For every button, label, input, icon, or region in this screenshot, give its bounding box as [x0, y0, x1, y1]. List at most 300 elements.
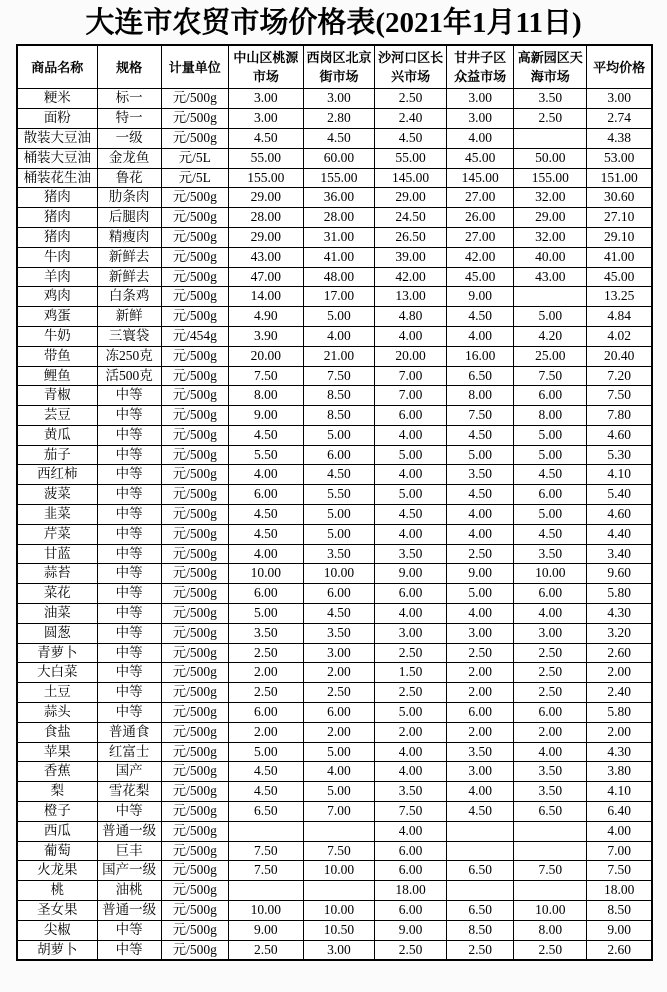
spec-cell: 中等: [97, 425, 161, 445]
spec-cell: 元/500g: [161, 188, 228, 208]
spec-cell: 油桃: [97, 881, 161, 901]
spec-cell: 肋条肉: [97, 188, 161, 208]
price-cell: 29.00: [228, 188, 303, 208]
price-cell: 4.00: [228, 465, 303, 485]
spec-cell: 中等: [97, 406, 161, 426]
column-header: 规格: [97, 45, 161, 89]
price-cell: 7.50: [303, 841, 374, 861]
price-cell: 6.00: [375, 861, 447, 881]
price-cell: 4.50: [514, 465, 587, 485]
price-cell: 48.00: [303, 267, 374, 287]
price-cell: 29.00: [514, 208, 587, 228]
product-name-cell: 圆葱: [17, 623, 97, 643]
price-cell: [514, 881, 587, 901]
price-cell: 5.00: [303, 307, 374, 327]
price-cell: 5.00: [303, 425, 374, 445]
spec-cell: 新鲜: [97, 307, 161, 327]
price-cell: 4.40: [587, 524, 652, 544]
product-name-cell: 芹菜: [17, 524, 97, 544]
price-cell: 2.40: [375, 109, 447, 129]
price-cell: 3.90: [228, 326, 303, 346]
spec-cell: 普通一级: [97, 901, 161, 921]
table-row: [17, 940, 652, 960]
spec-cell: 元/500g: [161, 742, 228, 762]
price-cell: 4.50: [375, 128, 447, 148]
table-row: [17, 465, 652, 485]
spec-cell: 中等: [97, 623, 161, 643]
price-cell: 3.50: [447, 742, 514, 762]
spec-cell: 中等: [97, 663, 161, 683]
product-name-cell: 苹果: [17, 742, 97, 762]
price-cell: 2.80: [303, 109, 374, 129]
table-row: [17, 168, 652, 188]
price-cell: 155.00: [303, 168, 374, 188]
table-row: [17, 584, 652, 604]
product-name-cell: 韭菜: [17, 505, 97, 525]
table-row: [17, 881, 652, 901]
price-cell: 28.00: [228, 208, 303, 228]
spec-cell: 元/500g: [161, 505, 228, 525]
price-cell: 2.50: [375, 683, 447, 703]
price-cell: 4.00: [447, 128, 514, 148]
price-cell: 26.00: [447, 208, 514, 228]
product-name-cell: 香蕉: [17, 762, 97, 782]
spec-cell: 中等: [97, 445, 161, 465]
price-cell: 2.50: [228, 643, 303, 663]
price-cell: 2.50: [514, 663, 587, 683]
product-name-cell: 鲤鱼: [17, 366, 97, 386]
spec-cell: 元/500g: [161, 564, 228, 584]
price-cell: 2.00: [375, 722, 447, 742]
product-name-cell: 圣女果: [17, 901, 97, 921]
price-cell: 3.40: [587, 544, 652, 564]
price-cell: 4.50: [447, 425, 514, 445]
spec-cell: 元/500g: [161, 683, 228, 703]
price-cell: 4.00: [375, 326, 447, 346]
price-cell: 5.00: [303, 524, 374, 544]
price-cell: 9.00: [447, 287, 514, 307]
spec-cell: 冻250克: [97, 346, 161, 366]
price-cell: 151.00: [587, 168, 652, 188]
price-cell: 4.00: [514, 742, 587, 762]
table-row: [17, 623, 652, 643]
price-cell: 3.00: [303, 89, 374, 109]
table-row: [17, 742, 652, 762]
price-cell: 3.50: [447, 465, 514, 485]
spec-cell: 元/500g: [161, 109, 228, 129]
spec-cell: 普通食: [97, 722, 161, 742]
price-cell: [514, 287, 587, 307]
price-cell: 3.20: [587, 623, 652, 643]
price-cell: 10.00: [514, 901, 587, 921]
spec-cell: 元/500g: [161, 524, 228, 544]
price-cell: 43.00: [514, 267, 587, 287]
price-cell: 6.00: [375, 841, 447, 861]
price-cell: 32.00: [514, 188, 587, 208]
price-cell: 2.00: [447, 683, 514, 703]
table-row: [17, 802, 652, 822]
product-name-cell: 胡萝卜: [17, 940, 97, 960]
product-name-cell: 蒜苔: [17, 564, 97, 584]
product-name-cell: 猪肉: [17, 188, 97, 208]
price-cell: 4.30: [587, 742, 652, 762]
column-header: 商品名称: [17, 45, 97, 89]
price-cell: 3.00: [447, 109, 514, 129]
price-cell: 4.00: [375, 465, 447, 485]
price-cell: 6.00: [514, 485, 587, 505]
price-cell: 5.00: [447, 445, 514, 465]
price-cell: 3.50: [514, 544, 587, 564]
price-cell: 2.00: [587, 663, 652, 683]
product-name-cell: 大白菜: [17, 663, 97, 683]
price-cell: [447, 881, 514, 901]
price-cell: 4.00: [375, 425, 447, 445]
price-cell: 7.50: [228, 366, 303, 386]
price-cell: 4.50: [447, 307, 514, 327]
product-name-cell: 牛肉: [17, 247, 97, 267]
spec-cell: 元/500g: [161, 722, 228, 742]
spec-cell: 活500克: [97, 366, 161, 386]
price-cell: 18.00: [375, 881, 447, 901]
price-cell: 4.00: [447, 326, 514, 346]
price-cell: 4.50: [228, 524, 303, 544]
table-row: [17, 861, 652, 881]
price-cell: 7.50: [587, 861, 652, 881]
spec-cell: 元/500g: [161, 881, 228, 901]
table-row: [17, 920, 652, 940]
price-cell: 27.10: [587, 208, 652, 228]
price-cell: 2.50: [514, 683, 587, 703]
spec-cell: 元/500g: [161, 841, 228, 861]
product-name-cell: 青萝卜: [17, 643, 97, 663]
price-cell: 45.00: [447, 267, 514, 287]
spec-cell: 后腿肉: [97, 208, 161, 228]
product-name-cell: 芸豆: [17, 406, 97, 426]
price-cell: 4.60: [587, 505, 652, 525]
price-cell: 10.00: [228, 901, 303, 921]
price-cell: 5.00: [514, 445, 587, 465]
price-cell: 3.50: [514, 89, 587, 109]
price-cell: [228, 881, 303, 901]
price-cell: 3.00: [447, 89, 514, 109]
spec-cell: 元/500g: [161, 227, 228, 247]
price-cell: 3.00: [514, 623, 587, 643]
spec-cell: 白条鸡: [97, 287, 161, 307]
price-cell: 7.50: [447, 406, 514, 426]
price-cell: 3.00: [228, 109, 303, 129]
price-cell: 7.50: [228, 861, 303, 881]
table-row: [17, 227, 652, 247]
price-cell: 14.00: [228, 287, 303, 307]
spec-cell: 元/500g: [161, 247, 228, 267]
price-cell: 7.50: [303, 366, 374, 386]
price-cell: 20.40: [587, 346, 652, 366]
price-cell: [303, 881, 374, 901]
price-cell: 2.00: [228, 663, 303, 683]
product-name-cell: 葡萄: [17, 841, 97, 861]
column-header: 平均价格: [587, 45, 652, 89]
spec-cell: 元/500g: [161, 465, 228, 485]
price-cell: 29.10: [587, 227, 652, 247]
spec-cell: 元/500g: [161, 762, 228, 782]
price-cell: 4.50: [228, 762, 303, 782]
price-cell: 10.00: [303, 901, 374, 921]
price-cell: 3.50: [514, 782, 587, 802]
price-cell: 4.00: [587, 821, 652, 841]
product-name-cell: 猪肉: [17, 208, 97, 228]
price-cell: 27.00: [447, 188, 514, 208]
price-cell: 145.00: [447, 168, 514, 188]
price-cell: 47.00: [228, 267, 303, 287]
price-cell: 8.00: [514, 920, 587, 940]
price-cell: 2.50: [447, 643, 514, 663]
price-cell: 1.50: [375, 663, 447, 683]
table-row: [17, 128, 652, 148]
table-row: [17, 109, 652, 129]
price-cell: 6.00: [375, 901, 447, 921]
price-cell: 7.00: [375, 366, 447, 386]
price-cell: 4.00: [375, 742, 447, 762]
price-cell: 8.50: [447, 920, 514, 940]
price-cell: 4.00: [447, 604, 514, 624]
price-cell: 2.00: [303, 663, 374, 683]
price-cell: [447, 841, 514, 861]
price-cell: [228, 821, 303, 841]
spec-cell: 元/500g: [161, 445, 228, 465]
price-cell: 4.38: [587, 128, 652, 148]
price-cell: 7.00: [587, 841, 652, 861]
price-cell: 9.00: [375, 564, 447, 584]
price-cell: 32.00: [514, 227, 587, 247]
price-cell: 10.00: [228, 564, 303, 584]
product-name-cell: 猪肉: [17, 227, 97, 247]
table-row: [17, 901, 652, 921]
product-name-cell: 梨: [17, 782, 97, 802]
column-header: 甘井子区众益市场: [447, 45, 514, 89]
spec-cell: 元/500g: [161, 346, 228, 366]
spec-cell: 中等: [97, 485, 161, 505]
product-name-cell: 西瓜: [17, 821, 97, 841]
price-cell: 6.00: [514, 386, 587, 406]
spec-cell: 元/500g: [161, 901, 228, 921]
spec-cell: 中等: [97, 920, 161, 940]
price-cell: 2.50: [447, 544, 514, 564]
table-row: [17, 841, 652, 861]
price-cell: 4.00: [303, 762, 374, 782]
page-title: 大连市农贸市场价格表(2021年1月11日): [85, 7, 582, 39]
spec-cell: 红富士: [97, 742, 161, 762]
price-cell: 5.00: [447, 584, 514, 604]
spec-cell: 中等: [97, 802, 161, 822]
spec-cell: 国产一级: [97, 861, 161, 881]
product-name-cell: 桃: [17, 881, 97, 901]
price-cell: 3.00: [447, 762, 514, 782]
price-cell: 6.00: [375, 584, 447, 604]
product-name-cell: 茄子: [17, 445, 97, 465]
price-cell: 2.50: [228, 940, 303, 960]
price-cell: 4.60: [587, 425, 652, 445]
spec-cell: 元/500g: [161, 821, 228, 841]
spec-cell: 精瘦肉: [97, 227, 161, 247]
price-cell: 16.00: [447, 346, 514, 366]
price-cell: 8.50: [587, 901, 652, 921]
price-cell: 4.30: [587, 604, 652, 624]
spec-cell: 元/500g: [161, 584, 228, 604]
column-header: 中山区桃源市场: [228, 45, 303, 89]
product-name-cell: 油菜: [17, 604, 97, 624]
spec-cell: 中等: [97, 564, 161, 584]
price-cell: 3.50: [303, 623, 374, 643]
price-cell: 2.50: [514, 109, 587, 129]
table-row: [17, 326, 652, 346]
price-cell: 5.00: [514, 425, 587, 445]
price-cell: 7.50: [514, 861, 587, 881]
price-cell: 2.00: [228, 722, 303, 742]
product-name-cell: 桶装花生油: [17, 168, 97, 188]
price-cell: 55.00: [375, 148, 447, 168]
table-row: [17, 346, 652, 366]
spec-cell: 中等: [97, 643, 161, 663]
price-cell: 2.00: [587, 722, 652, 742]
spec-cell: 元/500g: [161, 386, 228, 406]
spec-cell: 元/500g: [161, 703, 228, 723]
price-cell: [303, 821, 374, 841]
spec-cell: 新鲜去: [97, 247, 161, 267]
product-name-cell: 羊肉: [17, 267, 97, 287]
spec-cell: 国产: [97, 762, 161, 782]
price-cell: 5.30: [587, 445, 652, 465]
price-cell: 4.00: [514, 604, 587, 624]
table-row: [17, 604, 652, 624]
price-cell: 2.50: [514, 940, 587, 960]
price-cell: 10.50: [303, 920, 374, 940]
product-name-cell: 蒜头: [17, 703, 97, 723]
price-cell: 6.00: [228, 485, 303, 505]
spec-cell: 元/500g: [161, 485, 228, 505]
table-row: [17, 267, 652, 287]
price-cell: 9.60: [587, 564, 652, 584]
spec-cell: 元/5L: [161, 168, 228, 188]
column-header: 西岗区北京街市场: [303, 45, 374, 89]
product-name-cell: 橙子: [17, 802, 97, 822]
spec-cell: 中等: [97, 465, 161, 485]
price-cell: 4.00: [447, 524, 514, 544]
price-cell: 29.00: [375, 188, 447, 208]
price-cell: 2.00: [303, 722, 374, 742]
price-cell: 53.00: [587, 148, 652, 168]
table-row: [17, 505, 652, 525]
table-row: [17, 307, 652, 327]
product-name-cell: 黄瓜: [17, 425, 97, 445]
spec-cell: 雪花梨: [97, 782, 161, 802]
spec-cell: 元/500g: [161, 782, 228, 802]
spec-cell: 中等: [97, 505, 161, 525]
product-name-cell: 火龙果: [17, 861, 97, 881]
table-row: [17, 524, 652, 544]
price-cell: 6.00: [514, 584, 587, 604]
price-cell: 4.50: [303, 604, 374, 624]
spec-cell: 元/500g: [161, 623, 228, 643]
price-cell: 6.00: [228, 584, 303, 604]
price-cell: 55.00: [228, 148, 303, 168]
price-cell: 5.00: [514, 505, 587, 525]
price-cell: 6.50: [447, 901, 514, 921]
price-cell: 26.50: [375, 227, 447, 247]
price-cell: 5.00: [303, 742, 374, 762]
spec-cell: 元/5L: [161, 148, 228, 168]
price-cell: 5.00: [228, 742, 303, 762]
price-cell: 2.50: [375, 89, 447, 109]
price-cell: 9.00: [587, 920, 652, 940]
spec-cell: 中等: [97, 940, 161, 960]
price-cell: 5.80: [587, 584, 652, 604]
spec-cell: 中等: [97, 584, 161, 604]
price-cell: 10.00: [303, 861, 374, 881]
table-row: [17, 208, 652, 228]
price-cell: 6.00: [375, 406, 447, 426]
price-cell: 7.20: [587, 366, 652, 386]
spec-cell: 元/500g: [161, 89, 228, 109]
table-row: [17, 564, 652, 584]
table-row: [17, 366, 652, 386]
price-cell: 145.00: [375, 168, 447, 188]
price-cell: 4.50: [228, 425, 303, 445]
price-cell: 2.40: [587, 683, 652, 703]
price-cell: 13.25: [587, 287, 652, 307]
spec-cell: 元/500g: [161, 643, 228, 663]
product-name-cell: 带鱼: [17, 346, 97, 366]
product-name-cell: 西红柿: [17, 465, 97, 485]
product-name-cell: 鸡蛋: [17, 307, 97, 327]
product-name-cell: 牛奶: [17, 326, 97, 346]
table-row: [17, 703, 652, 723]
spec-cell: 一级: [97, 128, 161, 148]
spec-cell: 元/500g: [161, 663, 228, 683]
price-cell: 3.50: [303, 544, 374, 564]
spec-cell: 元/500g: [161, 940, 228, 960]
price-cell: 2.50: [303, 683, 374, 703]
product-name-cell: 粳米: [17, 89, 97, 109]
price-cell: 5.00: [228, 604, 303, 624]
spec-cell: 特一: [97, 109, 161, 129]
price-cell: 3.50: [514, 762, 587, 782]
table-row: [17, 683, 652, 703]
column-header: 沙河口区长兴市场: [375, 45, 447, 89]
spec-cell: 新鲜去: [97, 267, 161, 287]
price-cell: 5.00: [375, 445, 447, 465]
spec-cell: 普通一级: [97, 821, 161, 841]
price-cell: 6.00: [228, 703, 303, 723]
price-cell: 155.00: [228, 168, 303, 188]
table-row: [17, 386, 652, 406]
table-row: [17, 247, 652, 267]
price-cell: 7.50: [514, 366, 587, 386]
price-cell: 7.50: [375, 802, 447, 822]
price-cell: 39.00: [375, 247, 447, 267]
price-cell: 7.00: [303, 802, 374, 822]
spec-cell: 元/500g: [161, 861, 228, 881]
table-row: [17, 406, 652, 426]
price-cell: 25.00: [514, 346, 587, 366]
price-cell: 17.00: [303, 287, 374, 307]
price-cell: 3.00: [228, 89, 303, 109]
price-cell: 4.50: [228, 505, 303, 525]
price-cell: 6.00: [303, 445, 374, 465]
table-row: [17, 425, 652, 445]
price-cell: 13.00: [375, 287, 447, 307]
price-cell: 20.00: [228, 346, 303, 366]
price-cell: [514, 841, 587, 861]
